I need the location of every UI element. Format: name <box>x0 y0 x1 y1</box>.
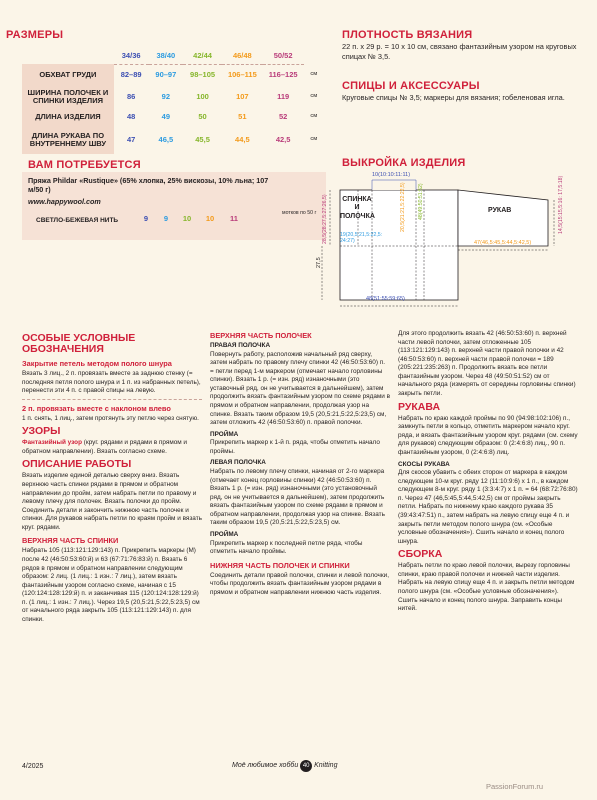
row-label: ДЛИНА ИЗДЕЛИЯ <box>22 108 114 126</box>
yarn-text: Пряжа Phildar «Rustique» (65% хлопка, 25% вискозы, 10% льна; 107 м/50 г) <box>28 176 269 195</box>
armhole2-title: ПРОЙМА <box>210 531 239 539</box>
sleeve-panel <box>458 190 548 246</box>
amount: 9 <box>143 214 149 223</box>
size-value: 98–105 <box>190 70 216 80</box>
top-measure: 10(10:10:11:11) <box>372 172 411 178</box>
row-label: ШИРИНА ПОЛОЧЕК И СПИНКИ ИЗДЕЛИЯ <box>22 86 114 108</box>
lower-title: НИЖНЯЯ ЧАСТЬ ПОЛОЧЕК И СПИНКИ <box>210 560 350 570</box>
fancy-text: (круг. рядами и рядами в прямом и обратном направлении). Вязать согласно схеме. <box>22 439 188 455</box>
work-title: ОПИСАНИЕ РАБОТЫ <box>22 458 132 471</box>
bottom-measure: 48(51:55:59:65) <box>366 296 405 302</box>
sizes-title: РАЗМЕРЫ <box>6 29 64 41</box>
row-label: ОБХВАТ ГРУДИ <box>22 64 114 86</box>
site-text: www.happywool.com <box>28 197 101 206</box>
amount: 10 <box>205 214 215 223</box>
size-value: 50 <box>198 111 207 121</box>
special-title: ОСОБЫЕ УСЛОВНЫЕ ОБОЗНАЧЕНИЯ <box>22 332 136 356</box>
size-value: 119 <box>277 91 290 101</box>
yarn-color-name: СВЕТЛО-БЕЖЕВАЯ НИТЬ <box>36 217 119 224</box>
neck-notch <box>372 180 416 190</box>
col3-text1: Для этого продолжить вязать 42 (46:50:53:60) п. верхней части левой полочки, затем отложенные 105 (113:121:129:143) п. верхней части правой полочки и 42 (46:50:53:60) п. верхней части правой полочки = 189 (205:221:235:263) п. Продолжить вязать все петли фантазийным узором. Через 48 (49:50:51:52) см от начального ряда (измерять от середины горловины спинки) закрыть петли. <box>398 330 576 398</box>
sleeve-length: 47(46,5:45,5:44,5:42,5) <box>474 240 532 246</box>
size-value: 100 <box>196 91 209 101</box>
size-value: 48 <box>126 111 136 121</box>
amount-unit: мотков по 50 г <box>282 210 317 216</box>
size-value: 92 <box>161 91 171 101</box>
lower-text: Соединить детали правой полочки, спинки и левой полочки, чтобы продолжить вязать фантазийным узором рядами в прямом и обратном направлении нижнюю часть изделия. <box>210 571 389 596</box>
amount: 11 <box>230 214 238 223</box>
sizes-table <box>22 48 324 154</box>
size-value: 86 <box>126 91 136 101</box>
pattern-title: ВЫКРОЙКА ИЗДЕЛИЯ <box>342 157 466 169</box>
size-value: 46,5 <box>158 134 174 144</box>
assembly-title: СБОРКА <box>398 548 443 561</box>
amount: 9 <box>163 214 169 223</box>
armhole-text: Прикрепить маркер к 1-й п. ряда, чтобы отметить начало проймы. <box>210 439 380 455</box>
size-value: 44,5 <box>235 134 250 144</box>
right-front-title: ПРАВАЯ ПОЛОЧКА <box>210 341 271 349</box>
work-text: Вязать изделие единой деталью сверху вниз. Вязать верхнюю часть спинки рядами в прямом и обратном направлении до пройм, затем набрать петли по правому и левому плечу для полочек. Вязать полочки до пройм. Соединить детали и закончить нижнюю часть полочек и спинки. Для рукавов набрать петли по краям пройм и вязать круг. рядами. <box>22 472 202 531</box>
size-value: 52 <box>278 111 288 121</box>
upper-back-title: ВЕРХНЯЯ ЧАСТЬ СПИНКИ <box>22 536 119 546</box>
amount: 10 <box>182 214 192 223</box>
upper-back-text: Набрать 105 (113:121:129:143) п. Прикрепить маркеры (М) после 42 (46:50:53:60:й) и 63 (67:71:76:83:й) п. Вязать 6 рядов в прямом и обратном направлении следующим образом: 2 лиц. (1 лиц.: 1 изн.: 7 лиц.), затем вязать фантазийным узором согласно схеме, начиная с 15 (120:124:128:129:й) п. и заканчивая 115 (120:124:128:129:й) п. (1 лиц.: 1 изн.: 7 лиц.). Через 19,5 (20,5:21,5:22,5:23,5) см от начального ряда закрыть 105 (113:121:129:143) п. для спинки. <box>22 547 200 623</box>
size-value: 51 <box>238 111 247 121</box>
size-value: 90–97 <box>155 70 177 80</box>
sleeve-label: РУКАВ <box>488 207 512 214</box>
watermark: PassionForum.ru <box>486 782 544 791</box>
column-3 <box>398 330 578 615</box>
size-value: 107 <box>236 91 249 101</box>
k2tog-text: 1 п. снять, 1 лиц., затем протянуть эту петлю через снятую. <box>22 414 199 422</box>
left-front-title: ЛЕВАЯ ПОЛОЧКА <box>210 459 266 467</box>
gauge-text: 22 п. х 29 р. = 10 х 10 см, связано фантазийным узором на круговых спицах № 3,5. <box>342 42 577 61</box>
gauge-title: ПЛОТНОСТЬ ВЯЗАНИЯ <box>342 29 473 41</box>
size-value: 42,5 <box>275 134 291 144</box>
size-value: 49 <box>161 111 171 121</box>
size-header: 34/36 <box>114 48 149 64</box>
size-value: 116–125 <box>268 70 298 80</box>
center-measure: 48(49:50:51:52) <box>418 183 424 220</box>
armhole2-text: Прикрепить маркер к последней петле ряда, чтобы отметить начало проймы. <box>210 539 363 556</box>
unit: см <box>310 93 318 100</box>
needles-title: СПИЦЫ И АКСЕССУАРЫ <box>342 80 480 92</box>
section-name: Knitting <box>314 762 338 769</box>
assembly-text: Набрать петли по краю левой полочки, вырезу горловины спинки, краю правой полочки и нижней части изделия. Набрать на левую спицу еще 4 п. и закрыть петли методом полого шнура (см. «Особые условные обозначения»). Сшить начало и конец полого шнура. Заправить концы нитей. <box>398 562 575 613</box>
back-label: СПИНКА И ПОЛОЧКА <box>340 196 375 220</box>
size-header: 46/48 <box>222 48 263 64</box>
k2tog-title: 2 п. провязать вместе с наклоном влево <box>22 403 171 413</box>
armhole-measure: 20,5(21:21,5:22:22,5) <box>400 182 406 232</box>
column-1 <box>22 330 202 626</box>
size-header: 50/52 <box>263 48 304 64</box>
size-value: 106–115 <box>227 70 257 80</box>
closed-loops-title: Закрытие петель методом полого шнура <box>22 359 172 369</box>
size-value: 47 <box>126 134 136 144</box>
size-value: 45,5 <box>195 134 210 144</box>
size-header: 38/40 <box>149 48 184 64</box>
column-2 <box>210 330 390 598</box>
sleeves-title: РУКАВА <box>398 400 441 413</box>
armhole-title: ПРОЙМА <box>210 430 239 438</box>
sleeve-width: 14,5(15:15,5:16: 17,5:18) <box>558 175 564 234</box>
fancy-title: Фантазийный узор <box>22 439 82 447</box>
unit: см <box>310 71 318 78</box>
footer-date: 4/2025 <box>22 763 44 770</box>
unit: см <box>310 136 318 143</box>
size-header: 42/44 <box>183 48 222 64</box>
needles-text: Круговые спицы № 3,5; маркеры для вязания; гобеленовая игла. <box>342 93 565 102</box>
height-27: 27,5 <box>316 257 322 268</box>
side-measure: 28,5(28:27,5:27:26,5) <box>322 194 328 244</box>
page-number: 40 <box>300 760 312 772</box>
size-value: 82–89 <box>120 70 142 80</box>
neck-measure: 19(20,5:21,5:22,5: 24:27) <box>340 232 383 245</box>
sleeves-text: Набрать по краю каждой проймы по 90 (94:98:102:106) п., замкнуть петли в кольцо, отметить маркером начало круг. ряда, и вязать фантазийным узором круг. рядами (см. схему для рукавов) следующим образом: 0 (2:4:6:8) лиц., 90 п. фантазийным узором, 0 (2:4:6:8) лиц. <box>398 414 578 456</box>
left-front-text: Набрать по левому плечу спинки, начиная от 2-го маркера (отмечает конец горловины спинки) 42 (46:50:53:60) п. Вязать 1 р. (= изн. ряд) изнаночными (это установочный ряд, он не учитывается в дальнейшем), затем продолжить вязать фантазийным узором по схеме рядами в прямом и обратном направлении, продолжая узор на спинке. Вязать таким образом 19,5 (20,5:21,5:22,5:23,5) см. <box>210 468 385 527</box>
materials-title: ВАМ ПОТРЕБУЕТСЯ <box>28 159 141 171</box>
magazine-name: Моё любимое хобби <box>232 762 299 769</box>
bevel-text: Для скосов убавить с обеих сторон от маркера в каждом следующем 10-м круг. ряду 12 (11:10:9:6) х 1 п., в каждом следующем 8-м круг. ряду 1 (3:3:4:7) х 1 п. = 64 (68:72:76:80) п. Через 47 (46,5:45,5:44,5:42,5) см от проймы закрыть петли. Набрать по нижнему краю каждого рукава 35 (39:43:47:51) п., затем набрать на левую спицу еще 4 п. и закрыть петли методом полого шнура (см. «Особые условные обозначения»). Сшить начало и конец полого шнура. <box>398 469 578 545</box>
footer-brand <box>232 760 337 772</box>
unit: см <box>310 113 318 120</box>
yarn-amounts <box>136 214 276 225</box>
upper-fronts-title: ВЕРХНЯЯ ЧАСТЬ ПОЛОЧЕК <box>210 331 312 340</box>
patterns-title: УЗОРЫ <box>22 425 61 438</box>
right-front-text: Повернуть работу, расположив начальный ряд сверху, затем набрать по правому плечу спинки 42 (46:50:53:60) п. = петли перед 1-м маркером (отмечает начало горловины спинки). Вязать 1 р. (= изн. ряд) изнаночными (это уставочный ряд, он не учитывается в дальнейшем), затем продолжить вязать фантазийным узором по схеме рядами в прямом и обратном направлении, продолжая узор на спинке. Вязать таким образом 19,5 (20,5:21,5:22,5:23,5) см, затем отложить 42 (46:50:53:60) п. правой полочки. <box>210 350 391 427</box>
closed-loops-text: Вязать 3 лиц., 2 п. провязать вместе за заднюю стенку (= последняя петля полого шнура и 1 п. из набранных петель), перенести эти 4 п. с правой спицы на левую. <box>22 369 201 395</box>
bevel-title: СКОСЫ РУКАВА <box>398 460 450 468</box>
row-label: ДЛИНА РУКАВА ПО ВНУТРЕННЕМУ ШВУ <box>22 126 114 154</box>
